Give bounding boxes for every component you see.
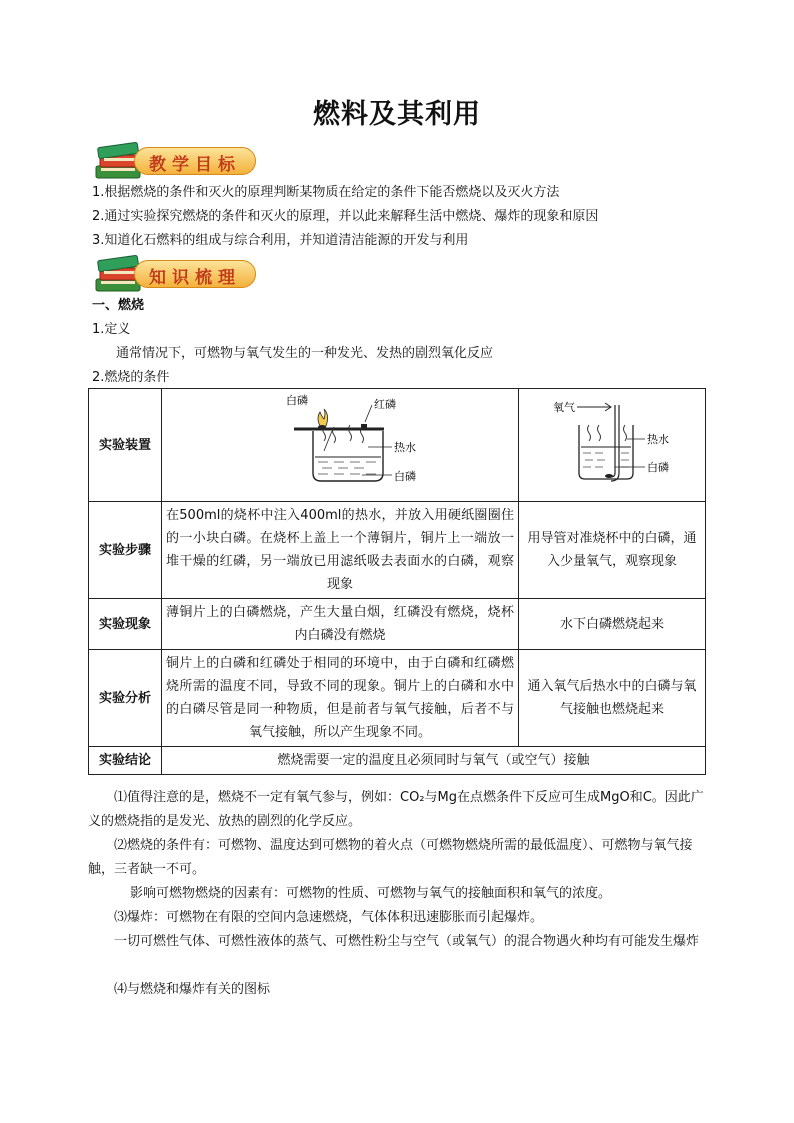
conditions-title: 2.燃烧的条件	[92, 370, 170, 385]
apparatus-diagram-1	[162, 389, 519, 502]
analysis-cell-a: 铜片上的白磷和红磷处于相同的环境中，由于白磷和红磷燃烧所需的温度不同，导致不同的现象。铜片上的白磷和水中的白磷尽管是同一种物质，但是前者与氧气接触，后者不与氧气接触，所以产生现象不同。	[162, 650, 519, 747]
section-label: 教学目标	[149, 155, 241, 175]
section-header-knowledge	[92, 253, 262, 299]
row-head: 实验装置	[89, 389, 162, 502]
note-1: ⑴值得注意的是，燃烧不一定有氧气参与，例如：CO₂与Mg在点燃条件下反应可生成MgO和C。因此广义的燃烧指的是发光、放热的剧烈的化学反应。	[88, 790, 704, 829]
label-hot-water: 热水	[394, 441, 416, 454]
row-head: 实验分析	[89, 650, 162, 747]
row-head: 实验步骤	[89, 502, 162, 599]
row-head: 实验结论	[89, 747, 162, 775]
analysis-cell-b: 通入氧气后热水中的白磷与氧气接触也燃烧起来	[519, 650, 706, 747]
goal-3: 3.知道化石燃料的组成与综合利用，并知道清洁能源的开发与利用	[92, 233, 469, 248]
label-red-p: 红磷	[374, 398, 396, 411]
goal-1: 1.根据燃烧的条件和灭火的原理判断某物质在给定的条件下能否燃烧以及灭火方法	[92, 185, 560, 200]
page-title: 燃料及其利用	[313, 99, 481, 130]
definition-text: 通常情况下，可燃物与氧气发生的一种发光、发热的剧烈氧化反应	[116, 346, 494, 361]
beaker-oxygen-tube-diagram	[519, 389, 703, 493]
beaker-copper-plate-diagram	[162, 389, 518, 493]
table-row	[89, 599, 706, 650]
label-white-p-bottom: 白磷	[394, 470, 416, 483]
row-head: 实验现象	[89, 599, 162, 650]
phenomenon-cell-b: 水下白磷燃烧起来	[519, 599, 706, 650]
table-row	[89, 650, 706, 747]
note-2: ⑵燃烧的条件有：可燃物、温度达到可燃物的着火点（可燃物燃烧所需的最低温度）、可燃物与氧气接触，三者缺一不可。	[88, 838, 693, 877]
section-header-teaching-goals	[92, 140, 262, 186]
note-3b: 一切可燃性气体、可燃性液体的蒸气、可燃性粉尘与空气（或氧气）的混合物遇火种均有可能发生爆炸	[114, 934, 700, 949]
note-4: ⑷与燃烧和爆炸有关的图标	[114, 982, 271, 997]
phenomenon-cell-a: 薄铜片上的白磷燃烧，产生大量白烟，红磷没有燃烧，烧杯内白磷没有燃烧	[162, 599, 519, 650]
steps-cell-a: 在500ml的烧杯中注入400ml的热水，并放入用硬纸圈圈住的一小块白磷。在烧杯上盖上一个薄铜片，铜片上一端放一堆干燥的红磷，另一端放已用滤纸吸去表面水的白磷，观察现象	[162, 502, 519, 599]
label-white-p-top: 白磷	[286, 394, 308, 407]
steps-cell-b: 用导管对准烧杯中的白磷，通入少量氧气，观察现象	[519, 502, 706, 599]
experiment-table	[88, 388, 706, 775]
table-row	[89, 747, 706, 775]
label-oxygen: 氧气	[553, 401, 575, 414]
label-hot-water: 热水	[647, 433, 669, 446]
note-3: ⑶爆炸：可燃物在有限的空间内急速燃烧，气体体积迅速膨胀而引起爆炸。	[114, 910, 544, 925]
label-white-p: 白磷	[647, 461, 669, 474]
apparatus-diagram-2	[519, 389, 706, 502]
conclusion-cell: 燃烧需要一定的温度且必须同时与氧气（或空气）接触	[162, 747, 706, 775]
table-row	[89, 502, 706, 599]
note-2b: 影响可燃物燃烧的因素有：可燃物的性质、可燃物与氧气的接触面积和氧气的浓度。	[130, 886, 612, 901]
definition-title: 1.定义	[92, 322, 131, 337]
section-label: 知识梳理	[149, 268, 241, 288]
table-row	[89, 389, 706, 502]
goal-2: 2.通过实验探究燃烧的条件和灭火的原理，并以此来解释生活中燃烧、爆炸的现象和原因	[92, 209, 599, 224]
heading-combustion: 一、燃烧	[92, 298, 145, 313]
